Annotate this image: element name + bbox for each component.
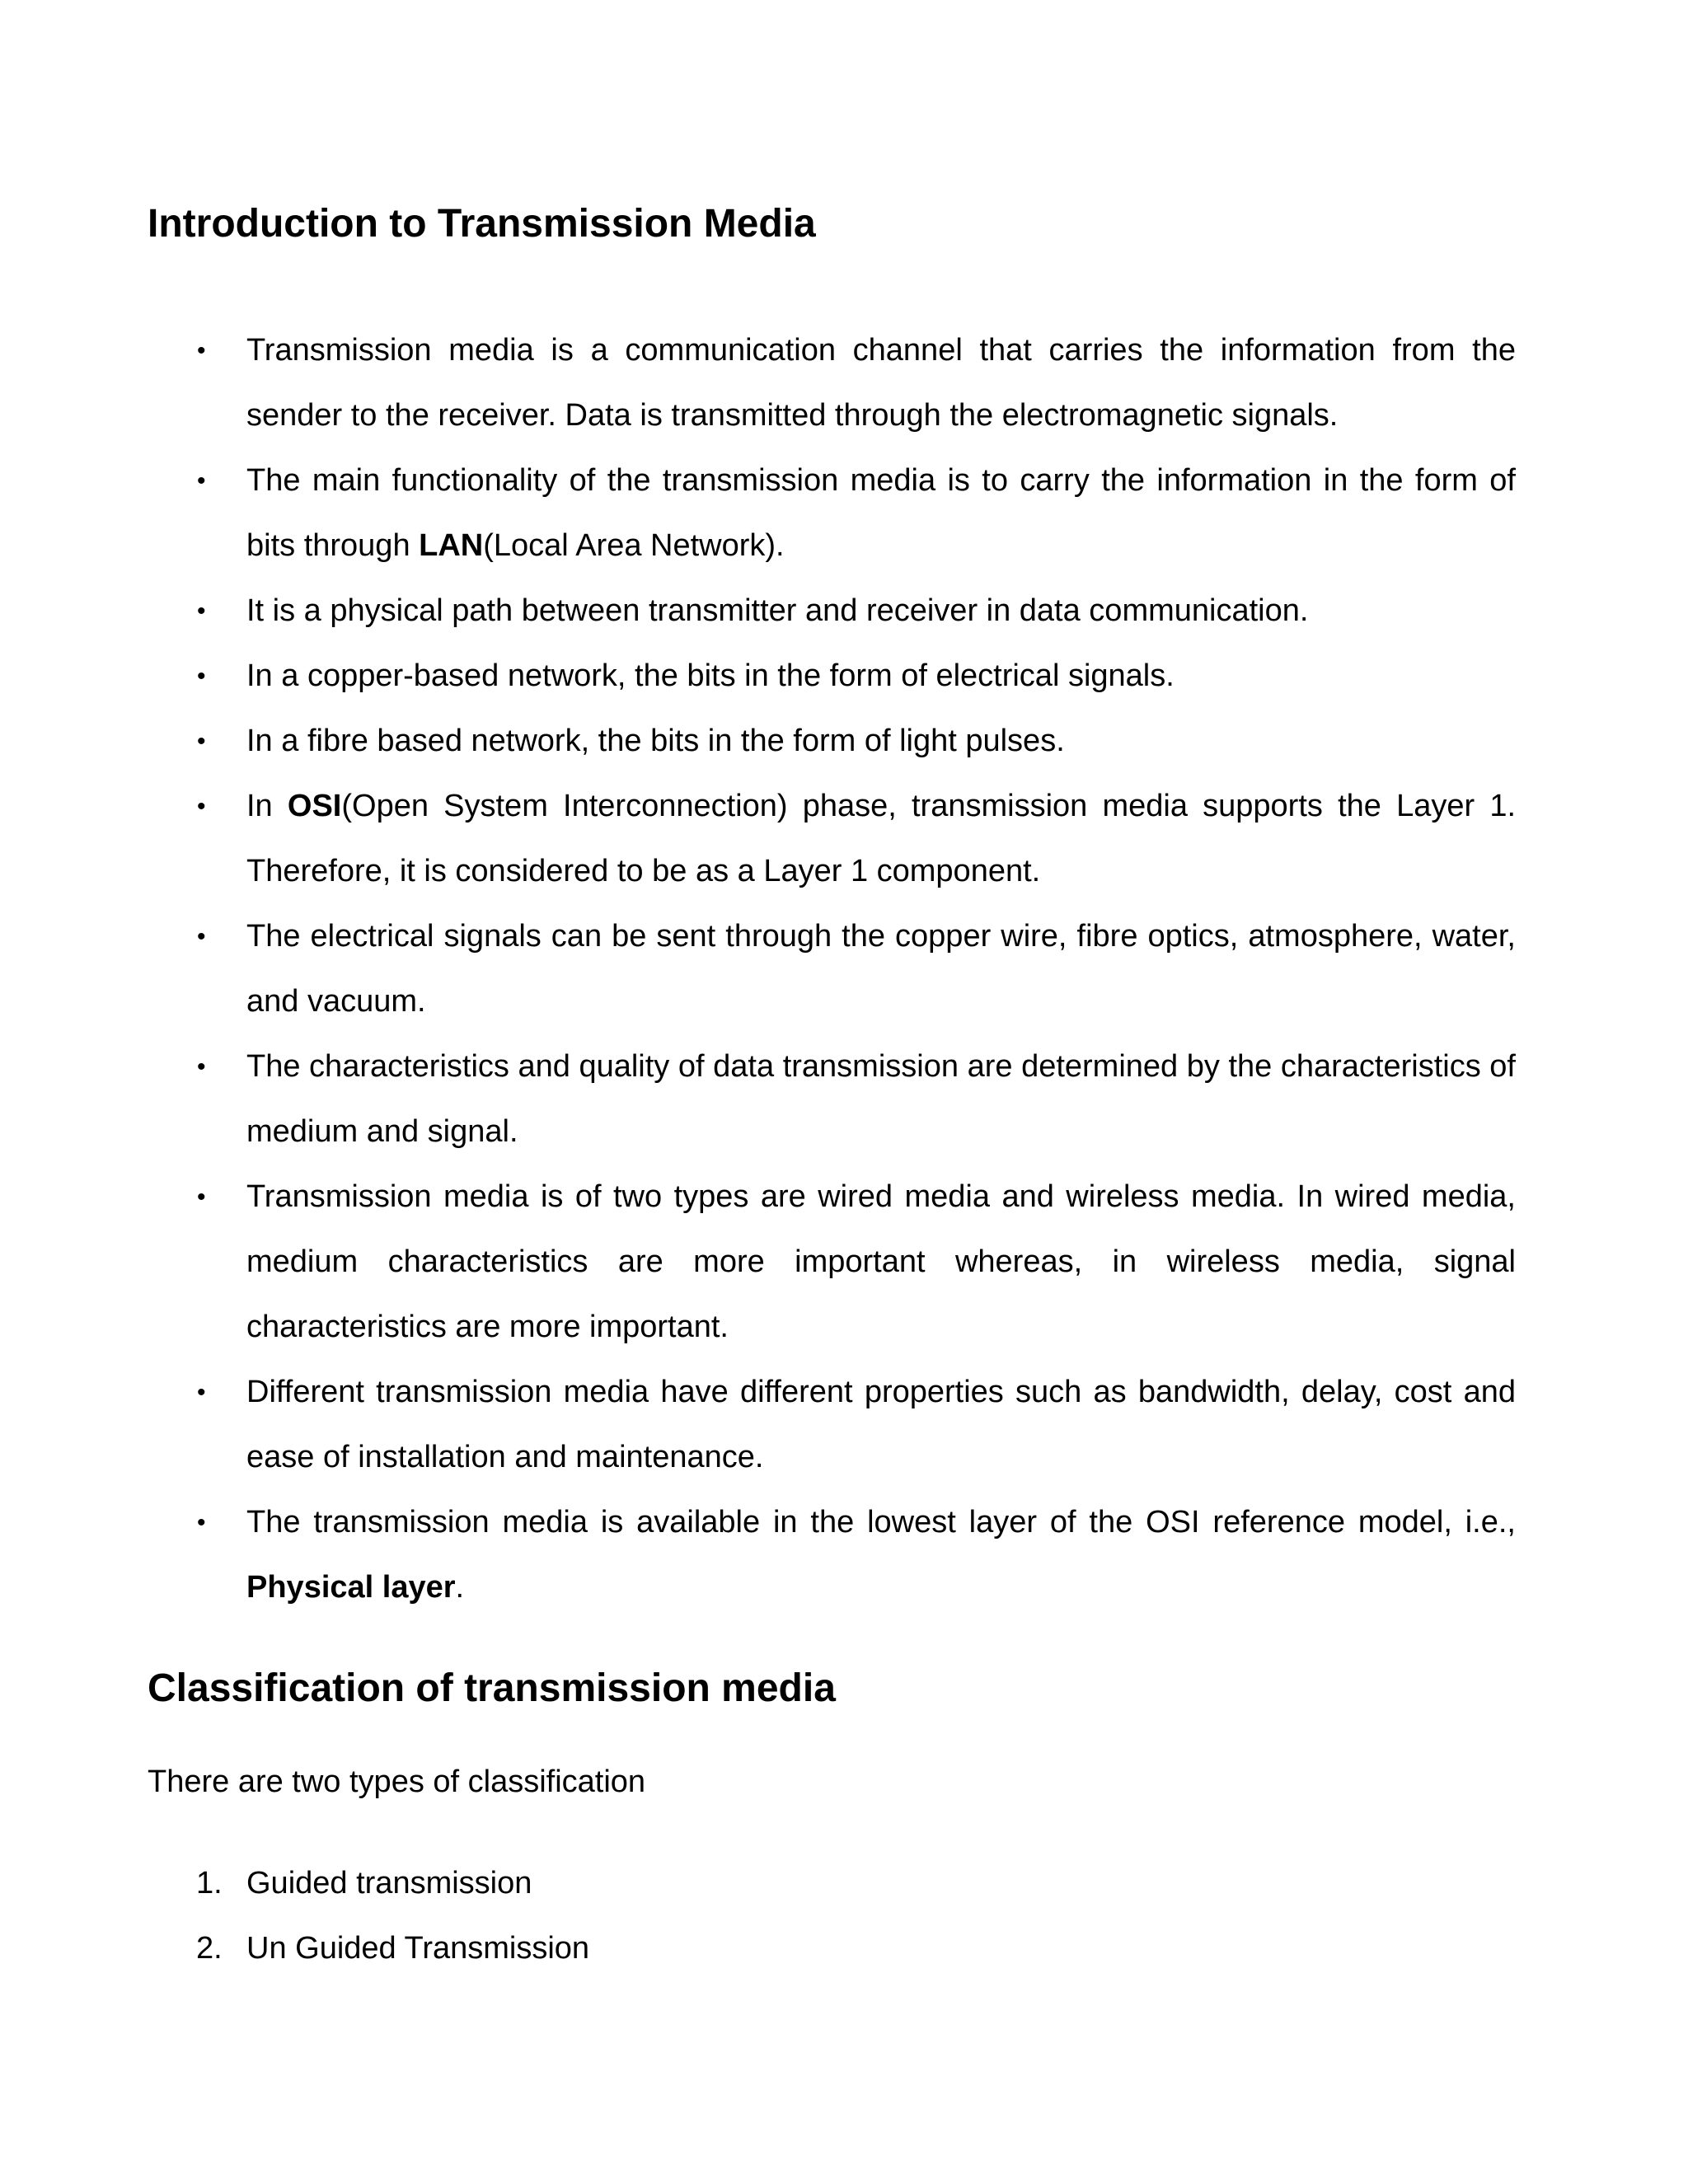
list-item-text: In a copper-based network, the bits in the form of electrical signals. <box>246 658 1175 693</box>
list-item-text: The main functionality of the transmission media is to carry the information in the form of bits through <box>246 463 1516 563</box>
intro-bullet-list <box>0 318 1688 1620</box>
list-item-text: The characteristics and quality of data transmission are determined by the characteristics of medium and signal. <box>246 1049 1516 1149</box>
list-number: 2. <box>196 1931 223 1966</box>
list-item <box>0 644 1516 709</box>
list-item-text: (Local Area Network). <box>483 528 785 563</box>
lan-term: LAN <box>419 528 484 563</box>
physical-layer-term: Physical layer <box>246 1570 456 1605</box>
bullet-icon: • <box>197 337 206 364</box>
list-item-text: It is a physical path between transmitter and receiver in data communication. <box>246 593 1309 628</box>
list-item <box>0 1165 1516 1360</box>
list-item-text: In <box>246 789 288 823</box>
list-item <box>0 1490 1516 1620</box>
list-item <box>0 1851 1688 1916</box>
list-item-text: Un Guided Transmission <box>246 1931 590 1966</box>
list-item <box>0 774 1516 904</box>
bullet-icon: • <box>197 467 206 494</box>
classification-heading: Classification of transmission media <box>148 1666 836 1710</box>
list-item <box>0 579 1516 644</box>
bullet-icon: • <box>197 663 206 690</box>
bullet-icon: • <box>197 598 206 625</box>
bullet-icon: • <box>197 1183 206 1211</box>
list-item <box>0 709 1516 774</box>
intro-heading: Introduction to Transmission Media <box>148 202 816 246</box>
classification-list <box>0 1851 1688 1981</box>
bullet-icon: • <box>197 923 206 950</box>
list-item-text: Transmission media is of two types are wired media and wireless media. In wired media, medium characteristics are more important whereas, in wireless media, signal characteristics are more important. <box>246 1179 1516 1344</box>
bullet-icon: • <box>197 1379 206 1406</box>
osi-term: OSI <box>287 789 342 823</box>
classification-intro: There are two types of classification <box>148 1765 646 1799</box>
bullet-icon: • <box>197 1053 206 1080</box>
list-number: 1. <box>196 1866 223 1900</box>
list-item-text: Guided transmission <box>246 1866 532 1900</box>
list-item <box>0 1360 1516 1490</box>
list-item-text: The electrical signals can be sent through the copper wire, fibre optics, atmosphere, water, and vacuum. <box>246 919 1516 1019</box>
list-item <box>0 1034 1516 1165</box>
bullet-icon: • <box>197 1509 206 1536</box>
list-item-text: Different transmission media have different properties such as bandwidth, delay, cost and ease of installation and maintenance. <box>246 1375 1516 1474</box>
list-item-text: . <box>455 1570 465 1605</box>
list-item-text: The transmission media is available in the lowest layer of the OSI reference model, i.e., <box>246 1505 1516 1540</box>
bullet-icon: • <box>197 728 206 755</box>
list-item <box>0 318 1516 448</box>
list-item-text: In a fibre based network, the bits in the form of light pulses. <box>246 724 1065 758</box>
list-item <box>0 1916 1688 1981</box>
bullet-icon: • <box>197 793 206 820</box>
list-item-text: (Open System Interconnection) phase, transmission media supports the Layer 1. Therefore, it is considered to be as a Layer 1 component. <box>246 789 1517 888</box>
list-item <box>0 448 1516 579</box>
list-item <box>0 904 1516 1034</box>
list-item-text: Transmission media is a communication channel that carries the information from the sender to the receiver. Data is transmitted through the electromagnetic signals. <box>246 333 1516 433</box>
